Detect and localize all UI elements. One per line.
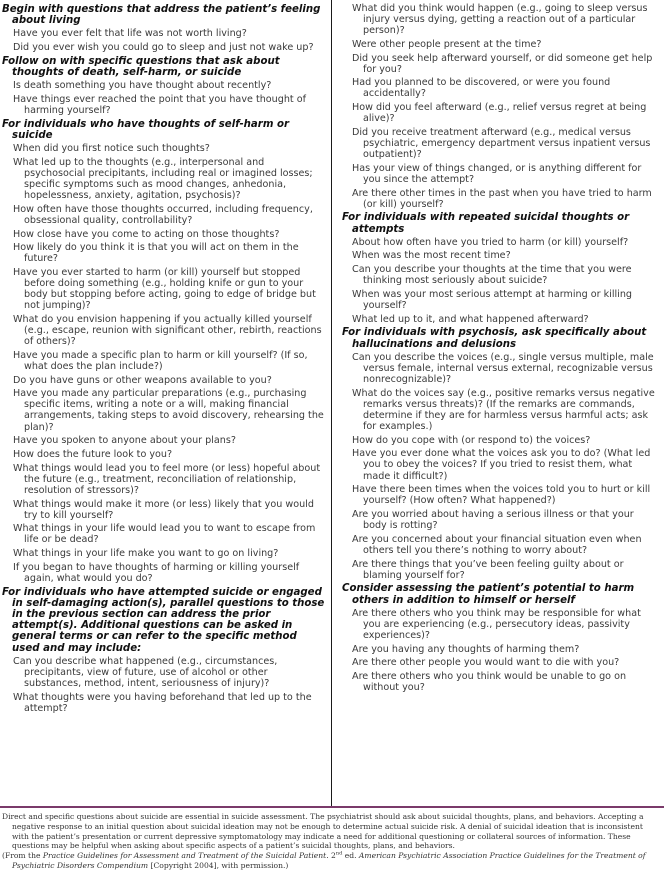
question-item: Can you describe what happened (e.g., circumstances, precipitants, view of future, use of alcohol or other substances, method, intent, seriousness of injury)? [13, 655, 278, 689]
question-item: Have you made any particular preparations (e.g., purchasing specific items, writing a note or a will, making financial arrangements, taking steps to avoid discovery, rehearsing the plan)? [13, 388, 324, 433]
question-item: How close have you come to acting on those thoughts? [13, 228, 280, 240]
section-heading: For individuals who have thoughts of self-harm or suicide [2, 118, 290, 141]
question-item: What led up to it, and what happened afterward? [352, 313, 589, 325]
question-item: Are there others who you think would be unable to go on without you? [352, 670, 627, 694]
question-item: How do you cope with (or respond to) the voices? [352, 434, 591, 446]
question-item: What do the voices say (e.g., positive remarks versus negative remarks versus threats)? (If the remarks are commands, determine if they are for harmless versus harmful acts; ask for examples.) [352, 387, 655, 432]
footnote-divider [0, 806, 664, 808]
question-item: Have there been times when the voices told you to hurt or kill yourself? (How often? What happened?) [352, 484, 651, 507]
question-item: What led up to the thoughts (e.g., interpersonal and psychosocial precipitants, including real or imagined losses; specific symptoms such as mood changes, anhedonia, hopelessness, anxiety, agitation, psychosis)? [13, 156, 313, 202]
question-item: How does the future look to you? [13, 448, 173, 460]
question-item: When was your most serious attempt at harming or killing yourself? [352, 288, 632, 311]
footnote-paragraph: Direct and specific questions about suicide are essential in suicide assessment. The psychiatrist should ask about suicidal thoughts, plans, and behaviors. Accepting a negative response to an initial question about suicidal ideation may not be enough to determine actual suicide risk. A denial of suicidal ideation that is inconsistent with the patient’s presentation or current depressive symptomatology may indicate a need for additional questioning or collateral sources of information. These questions may be helpful when asking about specific aspects of a patient’s suicidal thoughts, plans, and behaviors. [2, 812, 644, 851]
question-item: Do you have guns or other weapons available to you? [13, 374, 272, 386]
section-heading: Consider assessing the patient’s potential to harm others in addition to himself or herself [342, 583, 635, 606]
question-item: Can you describe your thoughts at the time that you were thinking most seriously about suicide? [352, 264, 632, 287]
question-item: Have you made a specific plan to harm or kill yourself? (If so, what does the plan include?) [13, 349, 308, 372]
question-item: Are you having any thoughts of harming them? [352, 643, 580, 655]
section-heading: For individuals with psychosis, ask specifically about hallucinations and delusions [342, 327, 647, 350]
question-item: Can you describe the voices (e.g., single versus multiple, male versus female, internal versus external, recognizable versus nonrecognizable)? [352, 351, 654, 385]
right-column [332, 0, 664, 806]
question-item: What things in your life would lead you to want to escape from life or be dead? [13, 523, 316, 546]
question-item: How often have those thoughts occurred, including frequency, obsessional quality, controllability? [13, 203, 313, 226]
question-item: What things would make it more (or less) likely that you would try to kill yourself? [13, 498, 314, 521]
question-item: If you began to have thoughts of harming or killing yourself again, what would you do? [13, 561, 300, 584]
question-item: What thoughts were you having beforehand that led up to the attempt? [13, 691, 312, 714]
question-item: What things would lead you to feel more (or less) hopeful about the future (e.g., treatment, reconciliation of relationship, resolution of stressors)? [13, 462, 321, 496]
question-item: Have you ever started to harm (or kill) yourself but stopped before doing something (e.g., holding knife or gun to your body but stopping before acting, going to edge of bridge but not jumping)? [13, 266, 316, 312]
question-section [342, 3, 660, 210]
question-item: Are there others who you think may be responsible for what you are experiencing (e.g., persecutory ideas, passivity experiences)? [352, 607, 641, 641]
question-section [2, 119, 325, 584]
section-heading: For individuals with repeated suicidal thoughts or attempts [342, 212, 630, 235]
question-item: How likely do you think it is that you will act on them in the future? [13, 242, 299, 265]
source-edition-sup: nd [335, 850, 343, 857]
question-item: About how often have you tried to harm (or kill) yourself? [352, 236, 629, 248]
question-item: When was the most recent time? [352, 250, 511, 262]
question-section [2, 4, 325, 53]
section-heading: Follow on with specific questions that ask about thoughts of death, self-harm, or suicide [2, 55, 280, 78]
question-item: Are there other people you would want to die with you? [352, 657, 620, 669]
question-item: Has your view of things changed, or is anything different for you since the attempt? [352, 162, 642, 185]
question-item: Is death something you have thought about recently? [13, 80, 272, 92]
question-item: What do you envision happening if you actually killed yourself (e.g., escape, reunion with significant other, rebirth, reactions of others)? [13, 313, 322, 348]
footnote [2, 812, 662, 871]
source-prefix: (From the [2, 851, 43, 861]
question-section [2, 587, 325, 714]
left-column [0, 0, 332, 806]
question-section [342, 212, 660, 324]
question-item: Have you ever felt that life was not worth living? [13, 28, 247, 40]
source-title-2: American Psychiatric Association Practice Guidelines for the Treatment of Psychiatric Disorders Compendium [12, 851, 646, 870]
question-section [342, 583, 660, 693]
question-item: Did you ever wish you could go to sleep and just not wake up? [13, 42, 314, 54]
question-item: What things in your life make you want to go on living? [13, 548, 279, 560]
footnote-source [2, 851, 662, 871]
source-suffix: [Copyright 2004], with permission.) [148, 860, 289, 870]
question-item: Did you seek help afterward yourself, or did someone get help for you? [352, 52, 653, 75]
source-edition-rest: ed. [342, 851, 359, 861]
question-item: Had you planned to be discovered, or were you found accidentally? [352, 77, 611, 100]
question-item: When did you first notice such thoughts? [13, 143, 210, 155]
question-item: Were other people present at the time? [352, 38, 542, 50]
question-section [2, 56, 325, 116]
source-edition: . 2 [326, 851, 336, 861]
question-item: Are you concerned about your financial situation even when others tell you there’s nothing to worry about? [352, 533, 642, 556]
question-item: Have things ever reached the point that you have thought of harming yourself? [13, 93, 306, 116]
question-item: Are there things that you’ve been feeling guilty about or blaming yourself for? [352, 558, 624, 581]
section-heading: For individuals who have attempted suicide or engaged in self-damaging action(s), parallel questions to those in the previous section can address the prior attempt(s). Additional questions can be asked in general terms or can refer to the specific method used and may include: [2, 586, 325, 654]
question-item: Have you spoken to anyone about your plans? [13, 435, 236, 447]
question-item: Are there other times in the past when you have tried to harm (or kill) yourself? [352, 187, 652, 210]
question-item: Have you ever done what the voices ask you to do? (What led you to obey the voices? If you tried to resist them, what made it difficult?) [352, 448, 651, 482]
section-heading: Begin with questions that address the patient’s feeling about living [2, 4, 321, 27]
question-section [342, 327, 660, 580]
question-item: Did you receive treatment afterward (e.g., medical versus psychiatric, emergency department versus inpatient versus outpatient)? [352, 126, 651, 161]
source-title-1: Practice Guidelines for Assessment and Treatment of the Suicidal Patient [42, 851, 327, 861]
question-item: Are you worried about having a serious illness or that your body is rotting? [352, 508, 634, 532]
question-item: What did you think would happen (e.g., going to sleep versus injury versus dying, getting a reaction out of a particular person)? [352, 3, 648, 37]
question-item: How did you feel afterward (e.g., relief versus regret at being alive)? [352, 102, 647, 125]
